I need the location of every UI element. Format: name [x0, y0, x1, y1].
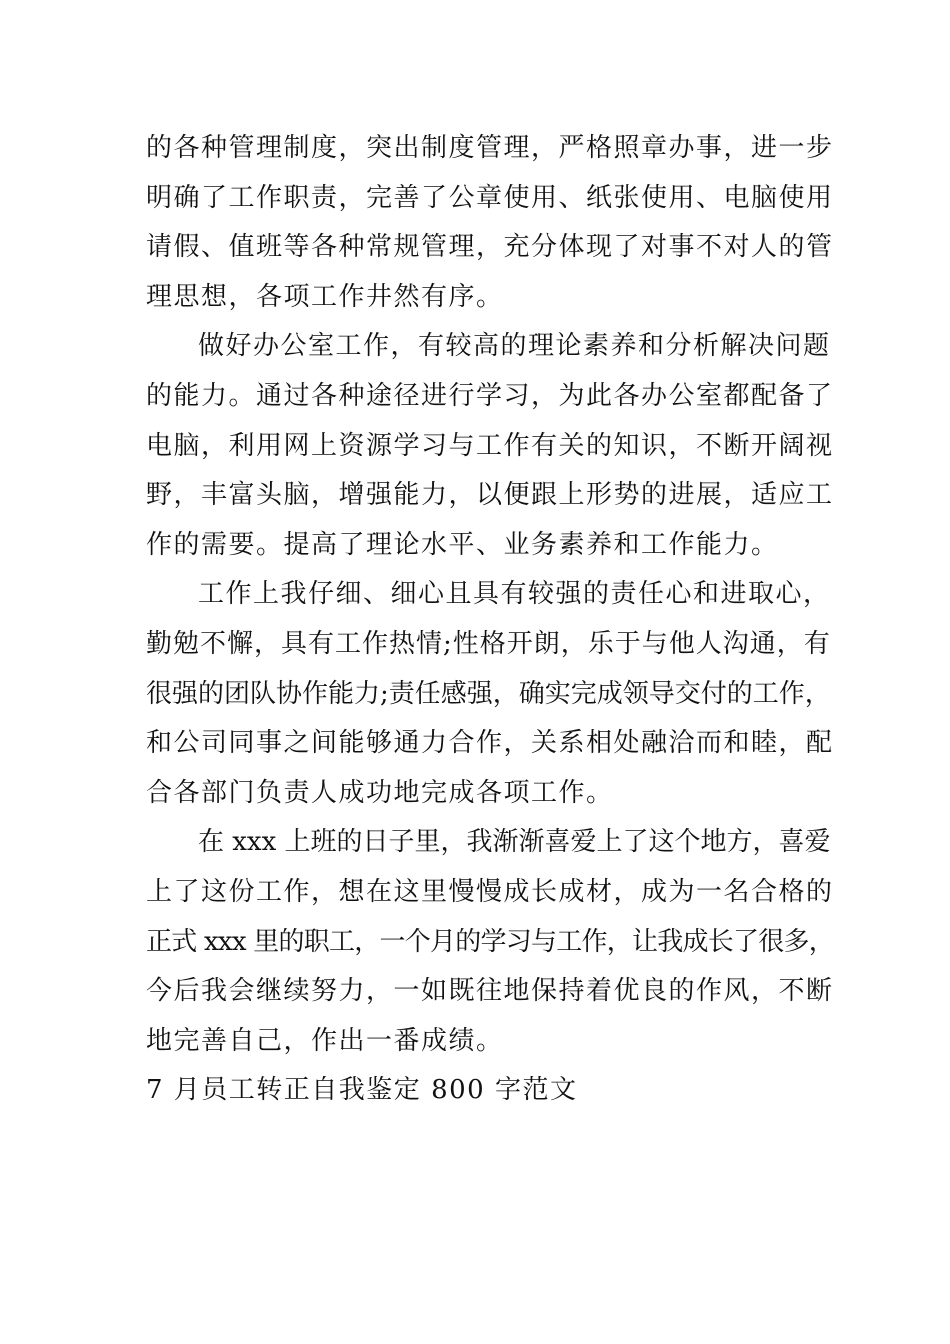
text-line: 正式 xxx 里的职工，一个月的学习与工作，让我成长了很多， [146, 926, 835, 957]
text-line: 在 xxx 上班的日子里，我渐渐喜爱上了这个地方，喜爱 [198, 827, 831, 858]
text-line: 野，丰富头脑，增强能力，以便跟上形势的进展，适应工 [146, 480, 834, 511]
text-line: 上了这份工作，想在这里慢慢成长成材，成为一名合格的 [146, 876, 834, 907]
text-line: 今后我会继续努力，一如既往地保持着优良的作风，不断 [146, 976, 834, 1007]
text-line: 合各部门负责人成功地完成各项工作。 [146, 777, 614, 808]
text-line: 做好办公室工作，有较高的理论素养和分析解决问题 [198, 331, 831, 362]
text-line: 理思想，各项工作井然有序。 [146, 281, 504, 312]
document-body [146, 124, 836, 1112]
paragraph-3 [146, 570, 836, 818]
text-line: 的各种管理制度，突出制度管理，严格照章办事，进一步 [146, 133, 834, 163]
paragraph-1 [146, 124, 836, 322]
text-line: 作的需要。提高了理论水平、业务素养和工作能力。 [146, 529, 779, 560]
text-line: 的能力。通过各种途径进行学习，为此各办公室都配备了 [146, 380, 834, 411]
text-line: 勤勉不懈，具有工作热情;性格开朗，乐于与他人沟通，有 [146, 628, 831, 659]
text-line: 请假、值班等各种常规管理，充分体现了对事不对人的管 [146, 232, 834, 263]
text-line: 工作上我仔细、细心且具有较强的责任心和进取心， [198, 579, 831, 610]
text-line: 电脑，利用网上资源学习与工作有关的知识，不断开阔视 [146, 430, 834, 461]
text-line: 很强的团队协作能力;责任感强，确实完成领导交付的工作， [146, 678, 831, 709]
text-line: 和公司同事之间能够通力合作，关系相处融洽而和睦，配 [146, 728, 834, 759]
paragraph-2 [146, 322, 836, 570]
section-heading: 7 月员工转正自我鉴定 800 字范文 [146, 1075, 578, 1106]
paragraph-4 [146, 818, 836, 1066]
text-line: 地完善自己，作出一番成绩。 [146, 1025, 504, 1056]
text-line: 明确了工作职责，完善了公章使用、纸张使用、电脑使用 [146, 182, 834, 213]
